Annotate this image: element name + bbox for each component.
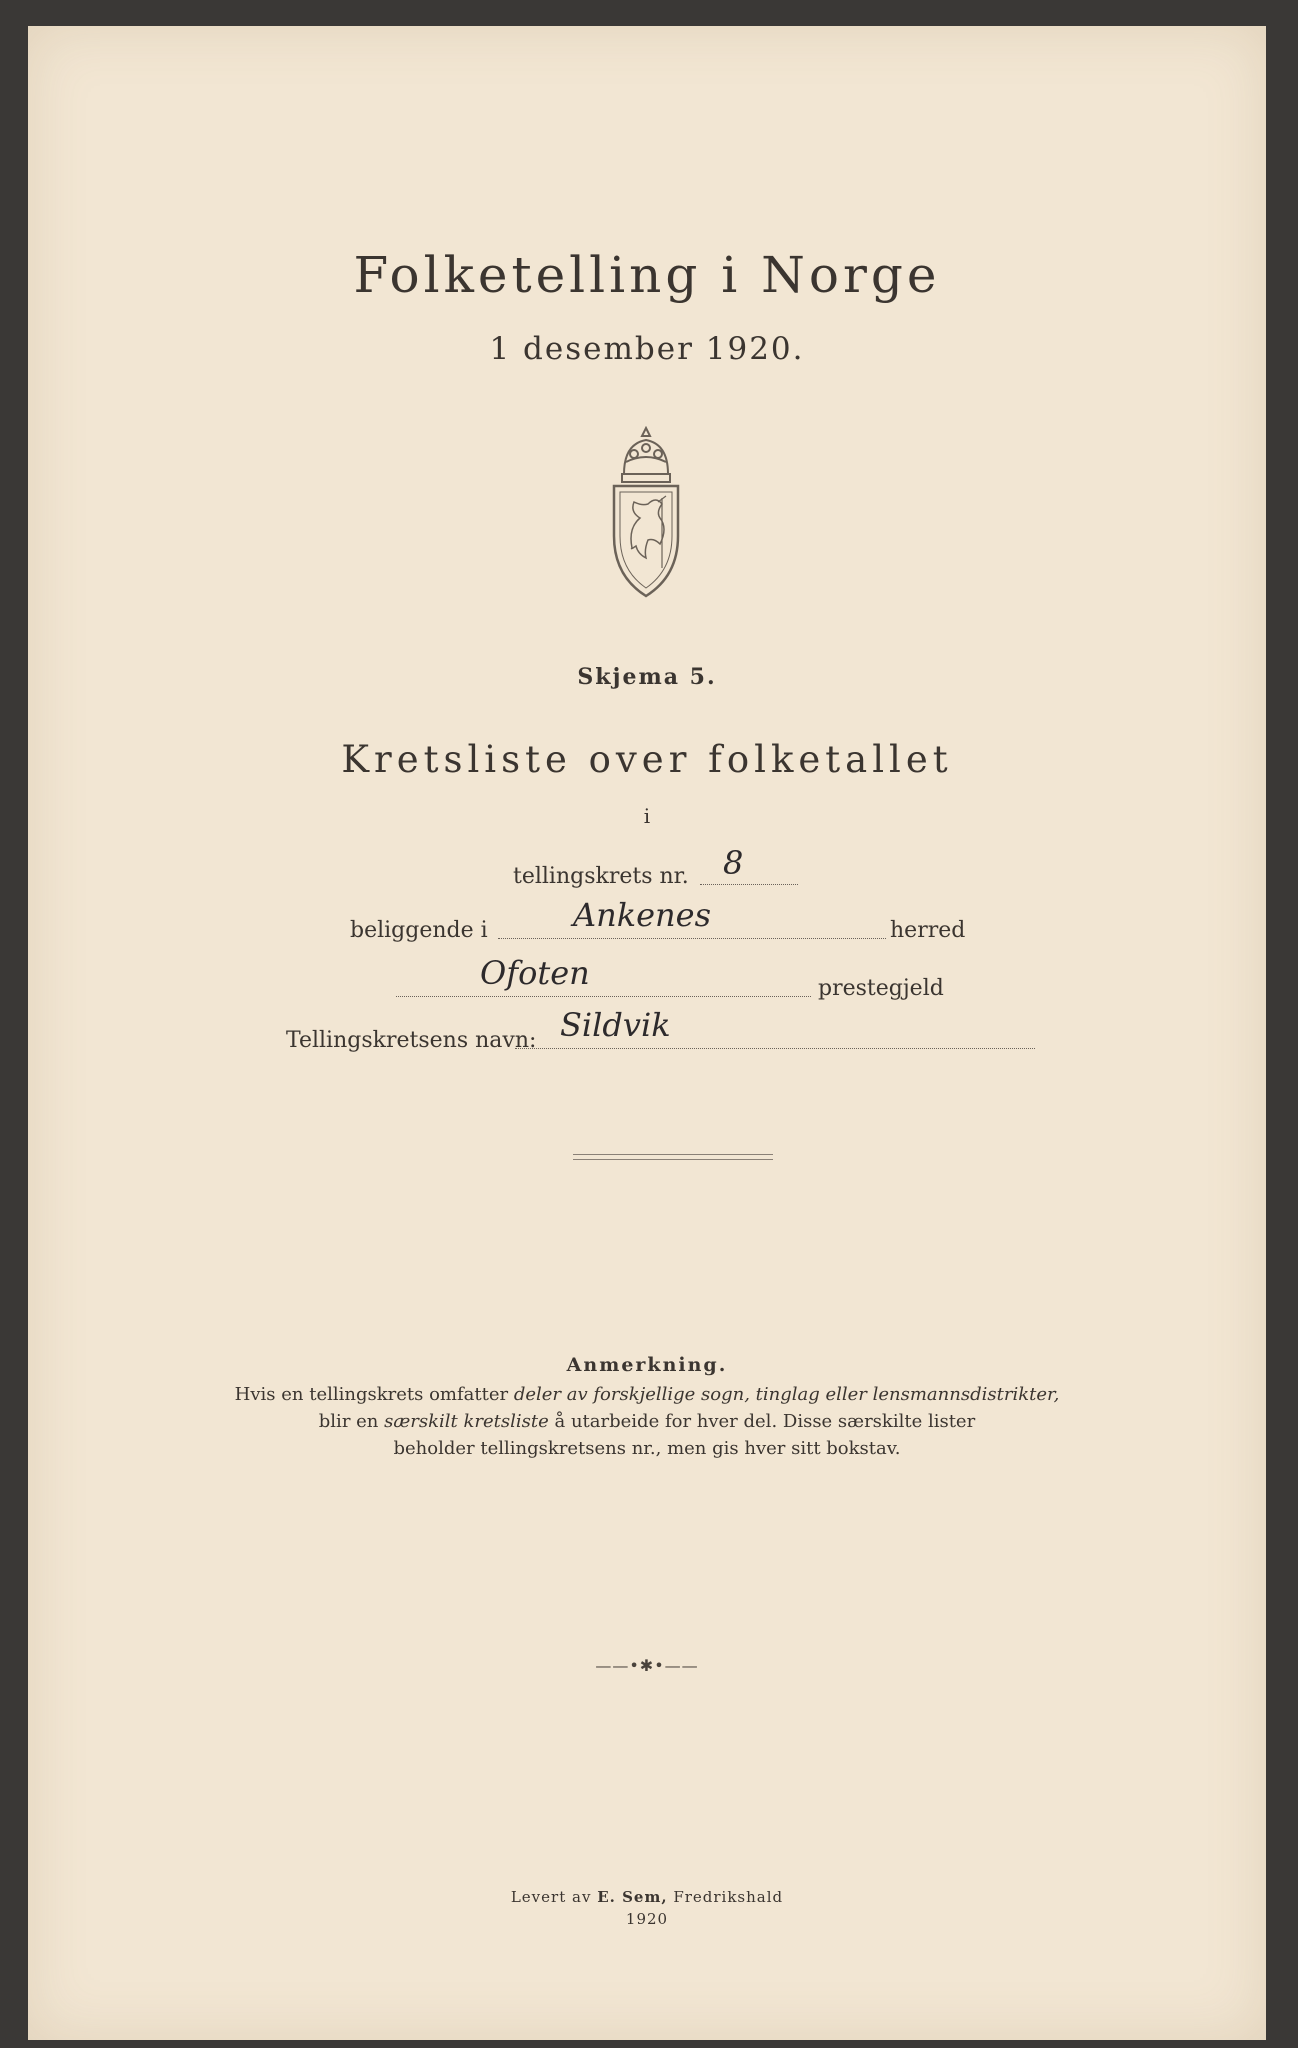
note-line-1 bbox=[28, 1384, 1266, 1405]
herred-line bbox=[498, 938, 886, 939]
divider-rule bbox=[573, 1154, 773, 1160]
krets-name-line bbox=[515, 1048, 1035, 1049]
beliggende-label: beliggende i bbox=[350, 918, 488, 943]
krets-name-value: Sildvik bbox=[560, 1006, 671, 1044]
krets-number-line bbox=[700, 884, 798, 885]
note-line-1-text: Hvis en tellingskrets omfatter bbox=[234, 1384, 514, 1405]
note-line-2-emphasis: særskilt kretsliste bbox=[384, 1411, 549, 1432]
census-date: 1 desember 1920. bbox=[489, 331, 805, 367]
connector-text: i bbox=[643, 804, 651, 828]
krets-number-label: tellingskrets nr. bbox=[513, 864, 689, 889]
prestegjeld-line bbox=[396, 996, 811, 997]
coat-of-arms-icon bbox=[596, 426, 696, 601]
note-line-2-text-a: blir en bbox=[318, 1411, 385, 1432]
note-line-1-emphasis: deler av forskjellige sogn, tinglag eller lensmannsdistrikter, bbox=[513, 1384, 1060, 1405]
herred-value: Ankenes bbox=[573, 896, 712, 934]
form-subtitle: Kretsliste over folketallet bbox=[341, 738, 953, 781]
ornament-divider: ——•✱•—— bbox=[595, 1656, 699, 1675]
note-line-2-text-b: å utarbeide for hver del. Disse særskilte lister bbox=[548, 1411, 976, 1432]
prestegjeld-label: prestegjeld bbox=[818, 976, 944, 1001]
note-heading: Anmerkning. bbox=[566, 1354, 728, 1376]
census-form-page bbox=[28, 26, 1266, 2040]
herred-label: herred bbox=[890, 918, 966, 943]
krets-name-label: Tellingskretsens navn: bbox=[286, 1028, 537, 1053]
prestegjeld-value: Ofoten bbox=[480, 954, 590, 992]
note-line-3: beholder tellingskretsens nr., men gis hver sitt bokstav. bbox=[393, 1438, 901, 1459]
schema-number: Skjema 5. bbox=[577, 664, 717, 690]
printer-credit-prefix: Levert av bbox=[510, 1888, 598, 1906]
printer-name: E. Sem, bbox=[597, 1888, 668, 1906]
printer-year: 1920 bbox=[625, 1910, 669, 1928]
krets-number-value: 8 bbox=[723, 844, 744, 882]
printer-credit bbox=[28, 1888, 1266, 1906]
printer-location: Fredrikshald bbox=[667, 1888, 784, 1906]
page-title: Folketelling i Norge bbox=[353, 246, 941, 304]
note-line-2 bbox=[28, 1411, 1266, 1432]
